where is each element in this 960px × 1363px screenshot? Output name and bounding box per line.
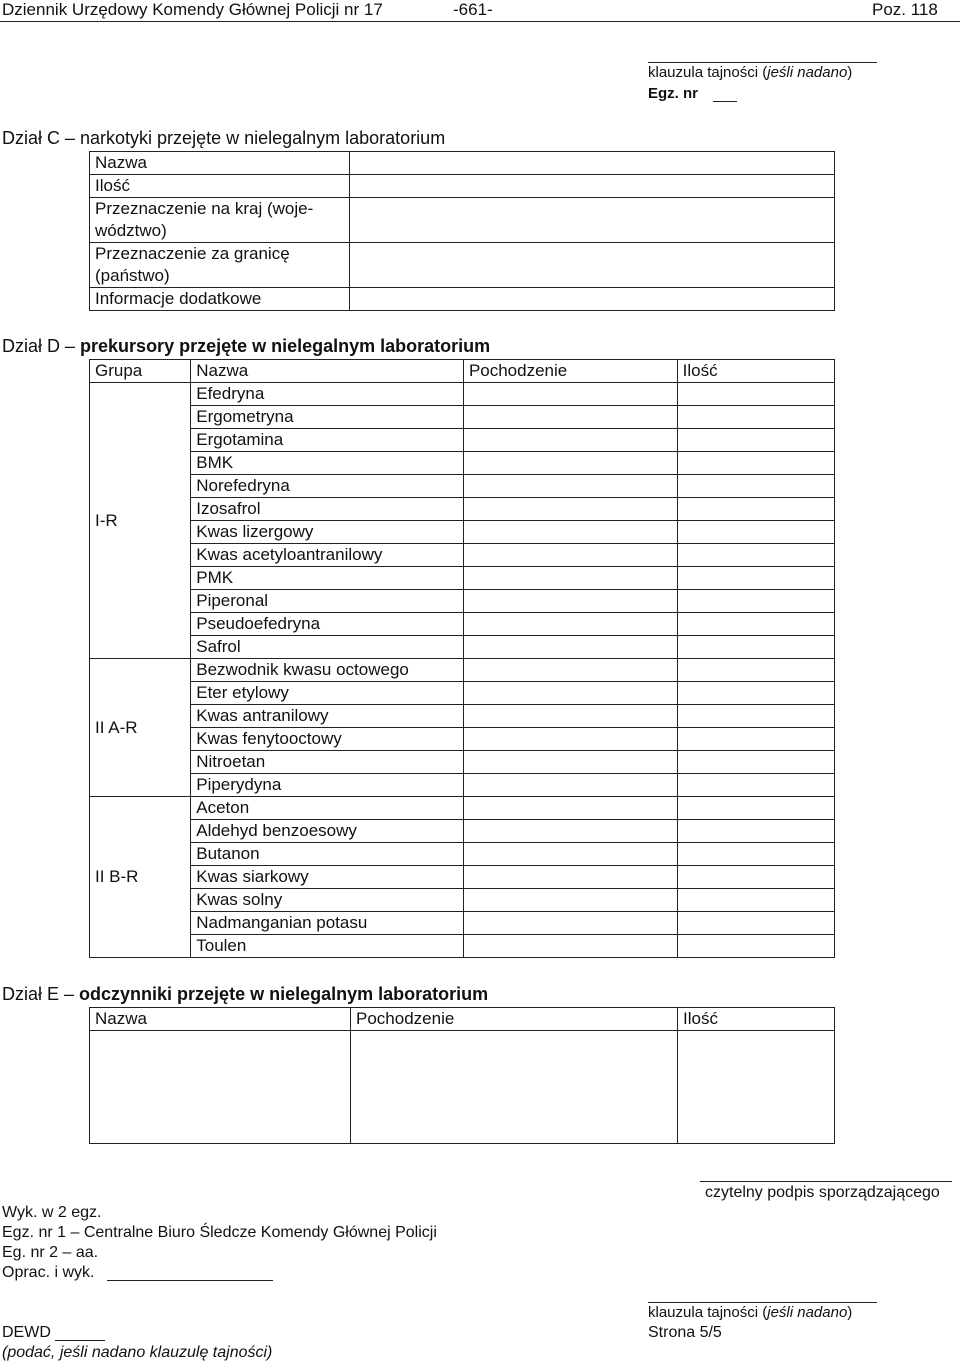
section-d-substance-name: Norefedryna xyxy=(191,475,464,498)
section-d-origin-cell[interactable] xyxy=(463,544,677,567)
section-d-substance-name: Safrol xyxy=(191,636,464,659)
section-d-substance-name: PMK xyxy=(191,567,464,590)
section-d-row xyxy=(90,590,835,613)
section-d-quantity-cell[interactable] xyxy=(677,659,834,682)
section-c-row-value[interactable] xyxy=(350,152,835,175)
prepared-by-field[interactable] xyxy=(107,1280,273,1281)
position-number: Poz. 118 xyxy=(872,0,938,19)
section-d-row xyxy=(90,866,835,889)
section-c-row xyxy=(90,152,835,175)
section-d-substance-name: Butanon xyxy=(191,843,464,866)
section-d-origin-cell[interactable] xyxy=(463,567,677,590)
section-d-origin-cell[interactable] xyxy=(463,751,677,774)
section-d-header-cell: Grupa xyxy=(90,360,191,383)
publication-title: Dziennik Urzędowy Komendy Głównej Policji nr 17 xyxy=(2,0,383,19)
section-c-row-value[interactable] xyxy=(350,288,835,311)
section-e-header-cell: Nazwa xyxy=(90,1008,351,1031)
section-d-row xyxy=(90,774,835,797)
section-d-table xyxy=(89,359,835,958)
section-d-row xyxy=(90,429,835,452)
section-d-row xyxy=(90,682,835,705)
section-c-row-label: Przeznaczenie za granicę (państwo) xyxy=(90,243,350,288)
section-d-origin-cell[interactable] xyxy=(463,498,677,521)
copy-2-recipient: Eg. nr 2 – aa. xyxy=(2,1244,99,1261)
section-d-quantity-cell[interactable] xyxy=(677,751,834,774)
section-e-origin-cell[interactable] xyxy=(351,1031,678,1144)
section-d-row xyxy=(90,544,835,567)
section-d-quantity-cell[interactable] xyxy=(677,705,834,728)
section-d-origin-cell[interactable] xyxy=(463,383,677,406)
section-d-quantity-cell[interactable] xyxy=(677,406,834,429)
section-d-origin-cell[interactable] xyxy=(463,406,677,429)
dewd-field[interactable] xyxy=(55,1340,105,1341)
section-d-origin-cell[interactable] xyxy=(463,429,677,452)
section-d-quantity-cell[interactable] xyxy=(677,498,834,521)
section-d-quantity-cell[interactable] xyxy=(677,590,834,613)
section-d-row xyxy=(90,912,835,935)
section-d-row xyxy=(90,567,835,590)
section-d-origin-cell[interactable] xyxy=(463,613,677,636)
section-d-quantity-cell[interactable] xyxy=(677,843,834,866)
signature-line[interactable] xyxy=(700,1181,952,1182)
section-d-substance-name: Aceton xyxy=(191,797,464,820)
section-c-row-label: Nazwa xyxy=(90,152,350,175)
section-d-row xyxy=(90,889,835,912)
section-c-row xyxy=(90,175,835,198)
section-d-substance-name: Nitroetan xyxy=(191,751,464,774)
section-d-substance-name: Kwas acetyloantranilowy xyxy=(191,544,464,567)
section-c-row-label: Przeznaczenie na kraj (woje- wództwo) xyxy=(90,198,350,243)
page-counter: Strona 5/5 xyxy=(648,1324,722,1341)
section-c-row-value[interactable] xyxy=(350,198,835,243)
section-d-row xyxy=(90,728,835,751)
section-d-origin-cell[interactable] xyxy=(463,912,677,935)
section-d-row xyxy=(90,935,835,958)
section-c-row xyxy=(90,243,835,288)
section-d-group-label: II A-R xyxy=(90,659,191,797)
section-d-quantity-cell[interactable] xyxy=(677,889,834,912)
section-d-substance-name: Kwas fenytooctowy xyxy=(191,728,464,751)
section-d-quantity-cell[interactable] xyxy=(677,521,834,544)
section-d-origin-cell[interactable] xyxy=(463,452,677,475)
page-number: -661- xyxy=(453,0,493,19)
section-d-row xyxy=(90,475,835,498)
section-d-row xyxy=(90,636,835,659)
section-d-row xyxy=(90,498,835,521)
section-c-row-label: Informacje dodatkowe xyxy=(90,288,350,311)
section-d-origin-cell[interactable] xyxy=(463,728,677,751)
section-e-header-cell: Ilość xyxy=(678,1008,835,1031)
section-d-origin-cell[interactable] xyxy=(463,774,677,797)
section-d-row xyxy=(90,452,835,475)
section-d-quantity-cell[interactable] xyxy=(677,383,834,406)
section-c-title: Dział C – narkotyki przejęte w nielegalnym laboratorium xyxy=(2,128,446,148)
section-d-substance-name: Kwas lizergowy xyxy=(191,521,464,544)
section-d-substance-name: Bezwodnik kwasu octowego xyxy=(191,659,464,682)
section-d-substance-name: Efedryna xyxy=(191,383,464,406)
section-d-quantity-cell[interactable] xyxy=(677,544,834,567)
section-d-substance-name: Nadmanganian potasu xyxy=(191,912,464,935)
section-c-row xyxy=(90,288,835,311)
section-d-quantity-cell[interactable] xyxy=(677,613,834,636)
section-d-row xyxy=(90,406,835,429)
section-d-substance-name: Ergometryna xyxy=(191,406,464,429)
section-d-quantity-cell[interactable] xyxy=(677,452,834,475)
section-d-header-cell: Nazwa xyxy=(191,360,464,383)
section-d-origin-cell[interactable] xyxy=(463,705,677,728)
section-d-quantity-cell[interactable] xyxy=(677,912,834,935)
section-d-row xyxy=(90,751,835,774)
section-d-origin-cell[interactable] xyxy=(463,843,677,866)
section-c-row-value[interactable] xyxy=(350,175,835,198)
section-d-origin-cell[interactable] xyxy=(463,682,677,705)
section-e-header-cell: Pochodzenie xyxy=(351,1008,678,1031)
section-d-quantity-cell[interactable] xyxy=(677,567,834,590)
section-d-quantity-cell[interactable] xyxy=(677,935,834,958)
section-d-substance-name: Piperonal xyxy=(191,590,464,613)
section-d-substance-name: Ergotamina xyxy=(191,429,464,452)
section-d-substance-name: Piperydyna xyxy=(191,774,464,797)
clause-signature-line xyxy=(648,62,877,63)
section-d-row xyxy=(90,705,835,728)
section-d-row xyxy=(90,383,835,406)
section-e-title: Dział E – odczynniki przejęte w nielegalnym laboratorium xyxy=(2,984,489,1004)
section-d-origin-cell[interactable] xyxy=(463,659,677,682)
section-d-substance-name: Kwas solny xyxy=(191,889,464,912)
section-d-origin-cell[interactable] xyxy=(463,521,677,544)
copies-made: Wyk. w 2 egz. xyxy=(2,1204,102,1221)
section-d-row xyxy=(90,659,835,682)
section-d-origin-cell[interactable] xyxy=(463,889,677,912)
section-d-origin-cell[interactable] xyxy=(463,475,677,498)
section-d-group-label: I-R xyxy=(90,383,191,659)
section-d-quantity-cell[interactable] xyxy=(677,682,834,705)
section-e-table xyxy=(89,1007,835,1144)
copy-number-field[interactable] xyxy=(713,101,737,102)
bottom-classification-clause: klauzula tajności (jeśli nadano) xyxy=(648,1304,853,1321)
classification-note: (podać, jeśli nadano klauzulę tajności) xyxy=(2,1344,273,1361)
section-d-group-label: II B-R xyxy=(90,797,191,958)
section-d-row xyxy=(90,521,835,544)
section-d-quantity-cell[interactable] xyxy=(677,429,834,452)
section-d-substance-name: Kwas antranilowy xyxy=(191,705,464,728)
section-d-title: Dział D – prekursory przejęte w nielegalnym laboratorium xyxy=(2,336,491,356)
section-d-row xyxy=(90,613,835,636)
section-c-row xyxy=(90,198,835,243)
section-c-table xyxy=(89,151,835,311)
section-d-quantity-cell[interactable] xyxy=(677,475,834,498)
section-d-origin-cell[interactable] xyxy=(463,590,677,613)
section-d-row xyxy=(90,820,835,843)
section-d-substance-name: Izosafrol xyxy=(191,498,464,521)
section-d-header-cell: Ilość xyxy=(677,360,834,383)
prepared-by-label: Oprac. i wyk. xyxy=(2,1264,95,1281)
section-d-substance-name: Pseudoefedryna xyxy=(191,613,464,636)
section-d-header-cell: Pochodzenie xyxy=(463,360,677,383)
header-rule xyxy=(0,21,960,22)
section-d-quantity-cell[interactable] xyxy=(677,797,834,820)
section-d-row xyxy=(90,843,835,866)
dewd-label: DEWD xyxy=(2,1324,51,1341)
section-d-substance-name: Aldehyd benzoesowy xyxy=(191,820,464,843)
section-d-origin-cell[interactable] xyxy=(463,820,677,843)
section-d-quantity-cell[interactable] xyxy=(677,728,834,751)
section-d-substance-name: Toulen xyxy=(191,935,464,958)
section-d-row xyxy=(90,797,835,820)
section-d-quantity-cell[interactable] xyxy=(677,820,834,843)
bottom-clause-line xyxy=(648,1302,877,1303)
section-d-substance-name: Eter etylowy xyxy=(191,682,464,705)
section-c-row-label: Ilość xyxy=(90,175,350,198)
copy-1-recipient: Egz. nr 1 – Centralne Biuro Śledcze Komendy Głównej Policji xyxy=(2,1224,437,1241)
section-d-quantity-cell[interactable] xyxy=(677,636,834,659)
section-d-origin-cell[interactable] xyxy=(463,636,677,659)
classification-clause: klauzula tajności (jeśli nadano) xyxy=(648,64,853,81)
section-d-substance-name: BMK xyxy=(191,452,464,475)
section-d-origin-cell[interactable] xyxy=(463,935,677,958)
section-c-row-value[interactable] xyxy=(350,243,835,288)
copy-number-label: Egz. nr xyxy=(648,85,699,102)
section-d-origin-cell[interactable] xyxy=(463,866,677,889)
section-d-origin-cell[interactable] xyxy=(463,797,677,820)
section-e-quantity-cell[interactable] xyxy=(678,1031,835,1144)
section-d-substance-name: Kwas siarkowy xyxy=(191,866,464,889)
signature-label: czytelny podpis sporządzającego xyxy=(705,1184,940,1201)
section-d-quantity-cell[interactable] xyxy=(677,866,834,889)
section-d-quantity-cell[interactable] xyxy=(677,774,834,797)
section-e-name-cell[interactable] xyxy=(90,1031,351,1144)
